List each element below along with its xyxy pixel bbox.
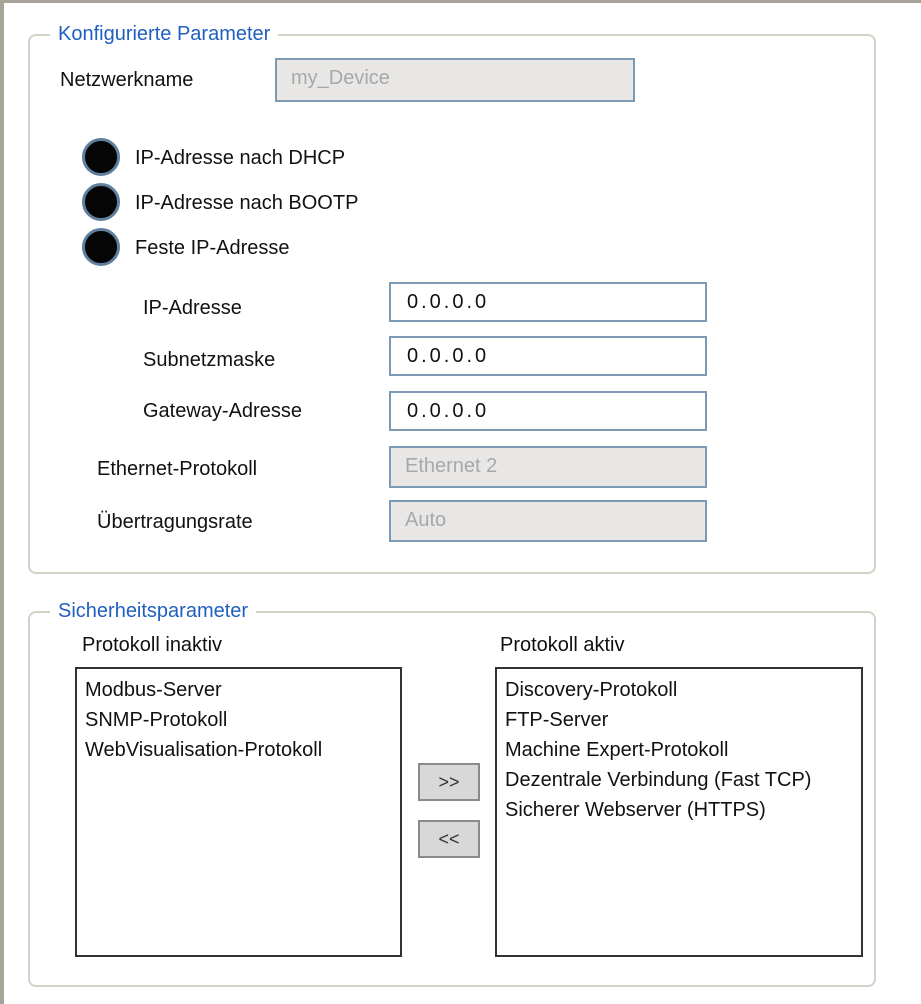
move-to-inactive-button[interactable]: << (418, 820, 480, 858)
list-item[interactable]: FTP-Server (505, 709, 609, 731)
ethernet-protocol-field: Ethernet 2 (389, 446, 707, 488)
subnet-mask-field[interactable]: 0.0.0.0 (389, 336, 707, 376)
configured-parameters-title: Konfigurierte Parameter (50, 22, 278, 46)
list-item[interactable]: Modbus-Server (85, 679, 222, 701)
gateway-address-label: Gateway-Adresse (143, 400, 302, 422)
list-item[interactable]: SNMP-Protokoll (85, 709, 228, 731)
ip-address-field[interactable]: 0.0.0.0 (389, 282, 707, 322)
fixed-ip-radio[interactable] (82, 228, 120, 266)
gateway-address-field[interactable]: 0.0.0.0 (389, 391, 707, 431)
bootp-radio-label: IP-Adresse nach BOOTP (135, 192, 359, 214)
transfer-rate-label: Übertragungsrate (97, 511, 253, 533)
list-item[interactable]: WebVisualisation-Protokoll (85, 739, 323, 761)
inactive-protocols-label: Protokoll inaktiv (82, 634, 223, 656)
active-protocols-label: Protokoll aktiv (500, 634, 625, 656)
list-item[interactable]: Machine Expert-Protokoll (505, 739, 729, 761)
network-name-label: Netzwerkname (60, 69, 194, 91)
active-protocols-list[interactable] (495, 667, 863, 957)
window-top-border (0, 0, 921, 3)
transfer-rate-field: Auto (389, 500, 707, 542)
ethernet-protocol-label: Ethernet-Protokoll (97, 458, 258, 480)
dhcp-radio-label: IP-Adresse nach DHCP (135, 147, 346, 169)
network-name-field: my_Device (275, 58, 635, 102)
inactive-protocols-list[interactable] (75, 667, 402, 957)
security-parameters-title: Sicherheitsparameter (50, 599, 256, 623)
fixed-ip-radio-label: Feste IP-Adresse (135, 237, 290, 259)
move-to-active-button[interactable]: >> (418, 763, 480, 801)
window-left-border (0, 0, 4, 1004)
subnet-mask-label: Subnetzmaske (143, 349, 276, 371)
list-item[interactable]: Sicherer Webserver (HTTPS) (505, 799, 766, 821)
dhcp-radio[interactable] (82, 138, 120, 176)
ip-address-label: IP-Adresse (143, 297, 242, 319)
list-item[interactable]: Dezentrale Verbindung (Fast TCP) (505, 769, 812, 791)
bootp-radio[interactable] (82, 183, 120, 221)
list-item[interactable]: Discovery-Protokoll (505, 679, 678, 701)
